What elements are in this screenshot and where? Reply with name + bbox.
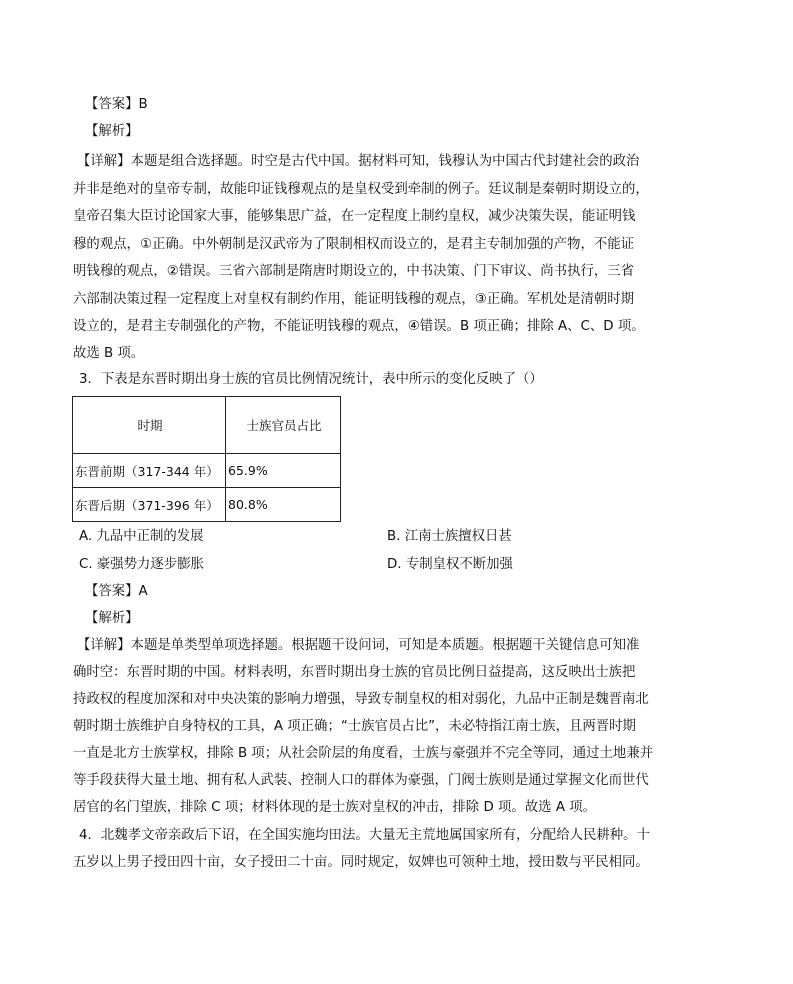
q2-detail-line: 皇帝召集大臣讨论国家大事，能够集思广益，在一定程度上制约皇权，减少决策失误，能证明钱 xyxy=(73,209,636,224)
table-cell-period: 东晋后期（371-396 年） xyxy=(73,488,226,522)
q2-detail-line: 穆的观点，①正确。中外朝制是汉武帝为了限制相权而设立的，是君主专制加强的产物，不能证 xyxy=(73,237,635,252)
q3-stem: 3．下表是东晋时期出身士族的官员比例情况统计，表中所示的变化反映了（） xyxy=(79,372,543,387)
q3-option-d: D. 专制皇权不断加强 xyxy=(387,557,513,572)
q2-analysis-label: 【解析】 xyxy=(85,124,139,139)
q3-detail-line: 持政权的程度加深和对中央决策的影响力增强，导致专制皇权的相对弱化，九品中正制是魏晋南北 xyxy=(73,692,649,707)
table-cell-period: 东晋前期（317-344 年） xyxy=(73,454,226,488)
q3-detail-line: 【详解】本题是单类型单项选择题。根据题干设问词，可知是本质题。根据题干关键信息可知准 xyxy=(77,638,640,653)
q3-detail-line: 一直是北方士族掌权，排除 B 项；从社会阶层的角度看，士族与豪强并不完全等同，通过土地兼并 xyxy=(73,746,654,761)
table-header-ratio: 士族官员占比 xyxy=(226,397,341,454)
q2-detail-line: 故选 B 项。 xyxy=(73,346,145,361)
q2-answer: 【答案】B xyxy=(85,97,148,112)
q2-detail-line: 【详解】本题是组合选择题。时空是古代中国。据材料可知，钱穆认为中国古代封建社会的政治 xyxy=(77,154,640,169)
q2-detail-line: 明钱穆的观点，②错误。三省六部制是隋唐时期设立的，中书决策、门下审议、尚书执行，三省 xyxy=(73,264,635,279)
q3-detail-line: 居官的名门望族，排除 C 项；材料体现的是士族对皇权的冲击，排除 D 项。故选 A 项。 xyxy=(73,800,597,815)
q3-option-c: C. 豪强势力逐步膨胀 xyxy=(79,557,204,572)
q3-answer: 【答案】A xyxy=(85,584,148,599)
q2-detail-line: 设立的，是君主专制强化的产物，不能证明钱穆的观点，④错误。B 项正确；排除 A、C、D 项。 xyxy=(73,319,645,334)
table-header-row xyxy=(73,397,341,454)
q2-detail-line: 并非是绝对的皇帝专制，故能印证钱穆观点的是皇权受到牵制的例子。廷议制是秦朝时期设立的， xyxy=(73,182,649,197)
q3-option-a: A. 九品中正制的发展 xyxy=(79,529,204,544)
q4-stem-line: 五岁以上男子授田四十亩，女子授田二十亩。同时规定，奴婢也可领种土地，授田数与平民相同。 xyxy=(73,855,649,870)
q3-option-b: B. 江南士族擅权日甚 xyxy=(387,529,512,544)
table-cell-ratio: 65.9% xyxy=(226,454,341,488)
table-row xyxy=(73,488,341,522)
table-row xyxy=(73,454,341,488)
q3-detail-line: 朝时期士族维护自身特权的工具，A 项正确；“士族官员占比”，未必特指江南士族，且两晋时期 xyxy=(73,719,636,734)
q3-detail-line: 确时空：东晋时期的中国。材料表明，东晋时期出身士族的官员比例日益提高，这反映出士族把 xyxy=(73,665,636,680)
q3-detail-line: 等手段获得大量土地、拥有私人武装、控制人口的群体为豪强，门阀士族则是通过掌握文化而世代 xyxy=(73,773,649,788)
q2-detail-line: 六部制决策过程一定程度上对皇权有制约作用，能证明钱穆的观点，③正确。军机处是清朝时期 xyxy=(73,292,635,307)
table-cell-ratio: 80.8% xyxy=(226,488,341,522)
q4-stem-line: 4．北魏孝文帝亲政后下诏，在全国实施均田法。大量无主荒地属国家所有，分配给人民耕种。十 xyxy=(79,828,650,843)
table-header-period: 时期 xyxy=(73,397,226,454)
q3-analysis-label: 【解析】 xyxy=(85,611,139,626)
q3-data-table xyxy=(72,396,341,522)
